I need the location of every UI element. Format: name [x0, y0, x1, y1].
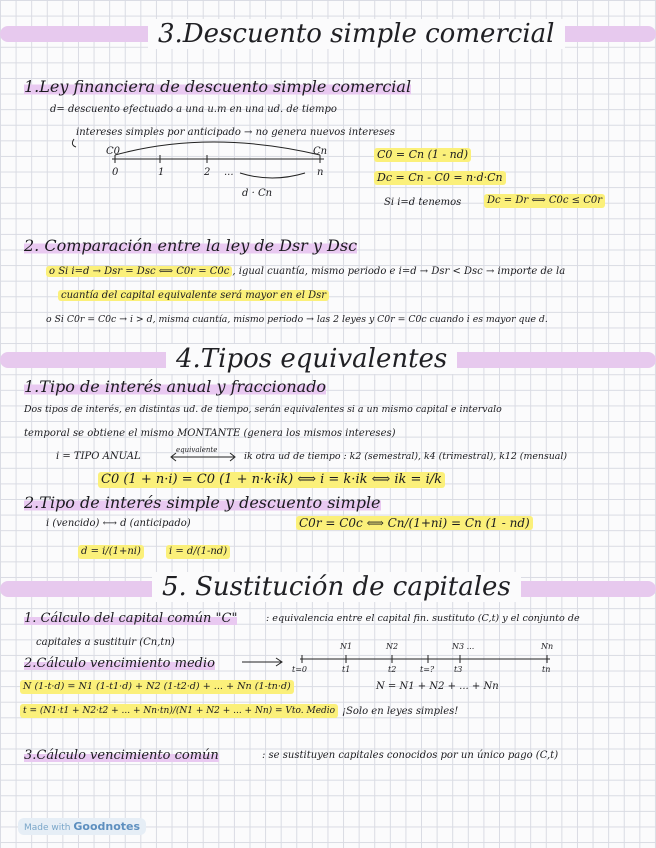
capital-comun-p2: capitales a sustituir (Cn,tn) — [36, 637, 175, 648]
tl-tick-0: 0 — [112, 167, 119, 178]
section-title-5: 5. Sustitución de capitales — [152, 572, 521, 602]
formula-equiv: Dc = Dr ⟺ C0c ≤ C0r — [484, 194, 605, 208]
brace-dcn — [240, 173, 305, 178]
formula-equivalencia: C0 (1 + n·i) = C0 (1 + n·k·ik) ⟺ i = k·ik ⟺ ik = i/k — [98, 472, 445, 488]
tl-tick-n: n — [317, 167, 324, 178]
bullet-1-cont — [58, 290, 329, 302]
tipo-anual-i: i = TIPO ANUAL — [56, 451, 141, 462]
tl-c0: C0 — [106, 146, 121, 157]
timeline-diagram — [60, 133, 340, 203]
tl-t0: t=0 — [292, 665, 308, 674]
def-intereses: intereses simples por anticipado → no genera nuevos intereses — [76, 127, 396, 138]
heading-simple-descuento — [24, 494, 381, 512]
heading-capital-comun-text: 1. Cálculo del capital común "C" — [24, 611, 238, 626]
formula-i: i = d/(1-nd) — [166, 545, 230, 559]
arc-line — [115, 142, 320, 155]
tl-n1: N1 — [340, 642, 353, 651]
formula-vto-medio-n: N (1-t·d) = N1 (1-t1·d) + N2 (1-t2·d) + ... + Nn (1-tn·d) — [20, 680, 294, 694]
formula-t-medio: t = (N1·t1 + N2·t2 + ... + Nn·tn)/(N1 + N2 + ... + Nn) = Vto. Medio — [20, 704, 338, 718]
formula-c0: C0 = Cn (1 - nd) — [374, 148, 471, 162]
tl-n2: N2 — [386, 642, 399, 651]
capital-comun-p1: : equivalencia entre el capital fin. sustituto (C,t) y el conjunto de — [266, 613, 580, 624]
tl-t1: t1 — [342, 665, 351, 674]
bullet-1-cont-hl: cuantía del capital equivalente será mayor en el Dsr — [58, 290, 329, 301]
note-leyes-simples: ¡Solo en leyes simples! — [342, 706, 459, 717]
tipo-anual-p1: Dos tipos de interés, en distintas ud. de tiempo, serán equivalentes si a un mismo capital e intervalo — [24, 404, 502, 415]
heading-vto-comun-text: 3.Cálculo vencimiento común — [24, 748, 219, 763]
formula-dc: Dc = Cn - C0 = n·d·Cn — [374, 171, 506, 185]
heading-ley-financiera-text: 1.Ley financiera de descuento simple comercial — [24, 77, 412, 96]
vencido-anticipado: i (vencido) ⟷ d (anticipado) — [46, 518, 191, 529]
tl-tn: tn — [542, 665, 551, 674]
heading-comparacion-text: 2. Comparación entre la ley de Dsr y Dsc — [24, 236, 358, 255]
formula-d: d = i/(1+ni) — [78, 545, 144, 559]
heading-ley-financiera — [24, 78, 411, 96]
tl-dcn: d · Cn — [242, 188, 273, 199]
heading-vto-comun — [24, 747, 219, 765]
tl-t2: t2 — [388, 665, 397, 674]
heading-vto-medio-text: 2.Cálculo vencimiento medio — [24, 656, 215, 671]
heading-tipo-anual — [24, 378, 326, 396]
goodnotes-badge — [18, 818, 146, 835]
section-title-3: 3.Descuento simple comercial — [148, 19, 565, 49]
vto-comun-p: : se sustituyen capitales conocidos por un único pago (C,t) — [262, 750, 559, 761]
heading-simple-descuento-text: 2.Tipo de interés simple y descuento simple — [24, 493, 381, 512]
formula-c0-equal: C0r = C0c ⟺ Cn/(1+ni) = Cn (1 - nd) — [296, 516, 533, 530]
tl-tick-1: 1 — [158, 167, 165, 178]
bullet-1-rest: , igual cuantía, mismo periodo e i=d → Dsr < Dsc → importe de la — [232, 266, 566, 277]
heading-capital-comun — [24, 610, 237, 628]
tl-nn: Nn — [541, 642, 554, 651]
equiv-label: equivalente — [176, 446, 218, 454]
heading-vto-medio — [24, 655, 215, 673]
bullet-2: o Si C0r = C0c → i > d, misma cuantía, mismo periodo → las 2 leyes y C0r = C0c cuando i es mayor que d. — [46, 314, 548, 325]
def-descuento: d= descuento efectuado a una u.m en una ud. de tiempo — [50, 104, 337, 115]
tipo-anual-p2: temporal se obtiene el mismo MONTANTE (genera los mismos intereses) — [24, 428, 396, 439]
tipo-anual-ik: ik otra ud de tiempo : k2 (semestral), k4 (trimestral), k12 (mensual) — [244, 451, 568, 462]
bullet-1 — [46, 266, 565, 278]
section-title-4: 4.Tipos equivalentes — [166, 344, 457, 374]
brand-made-with: Made with — [24, 823, 71, 833]
heading-tipo-anual-text: 1.Tipo de interés anual y fraccionado — [24, 377, 327, 396]
tl-cn: Cn — [313, 146, 328, 157]
heading-comparacion — [24, 237, 357, 255]
tl-tick-2: 2 — [204, 167, 211, 178]
double-arrow — [168, 452, 238, 462]
tl-tick-dots: ... — [224, 167, 234, 178]
tl-t3: t3 — [454, 665, 463, 674]
formula-n-sum: N = N1 + N2 + ... + Nn — [376, 681, 499, 692]
tl-n3: N3 ... — [452, 642, 475, 651]
bullet-1-hl: o Si i=d → Dsr = Dsc ⟺ C0r = C0c — [46, 266, 232, 277]
cond-text: Si i=d tenemos — [384, 197, 462, 208]
arrow-curve — [72, 139, 76, 147]
tl-tq: t=? — [420, 665, 435, 674]
sustitucion-timeline — [240, 655, 560, 677]
brand-name: Goodnotes — [73, 820, 141, 833]
